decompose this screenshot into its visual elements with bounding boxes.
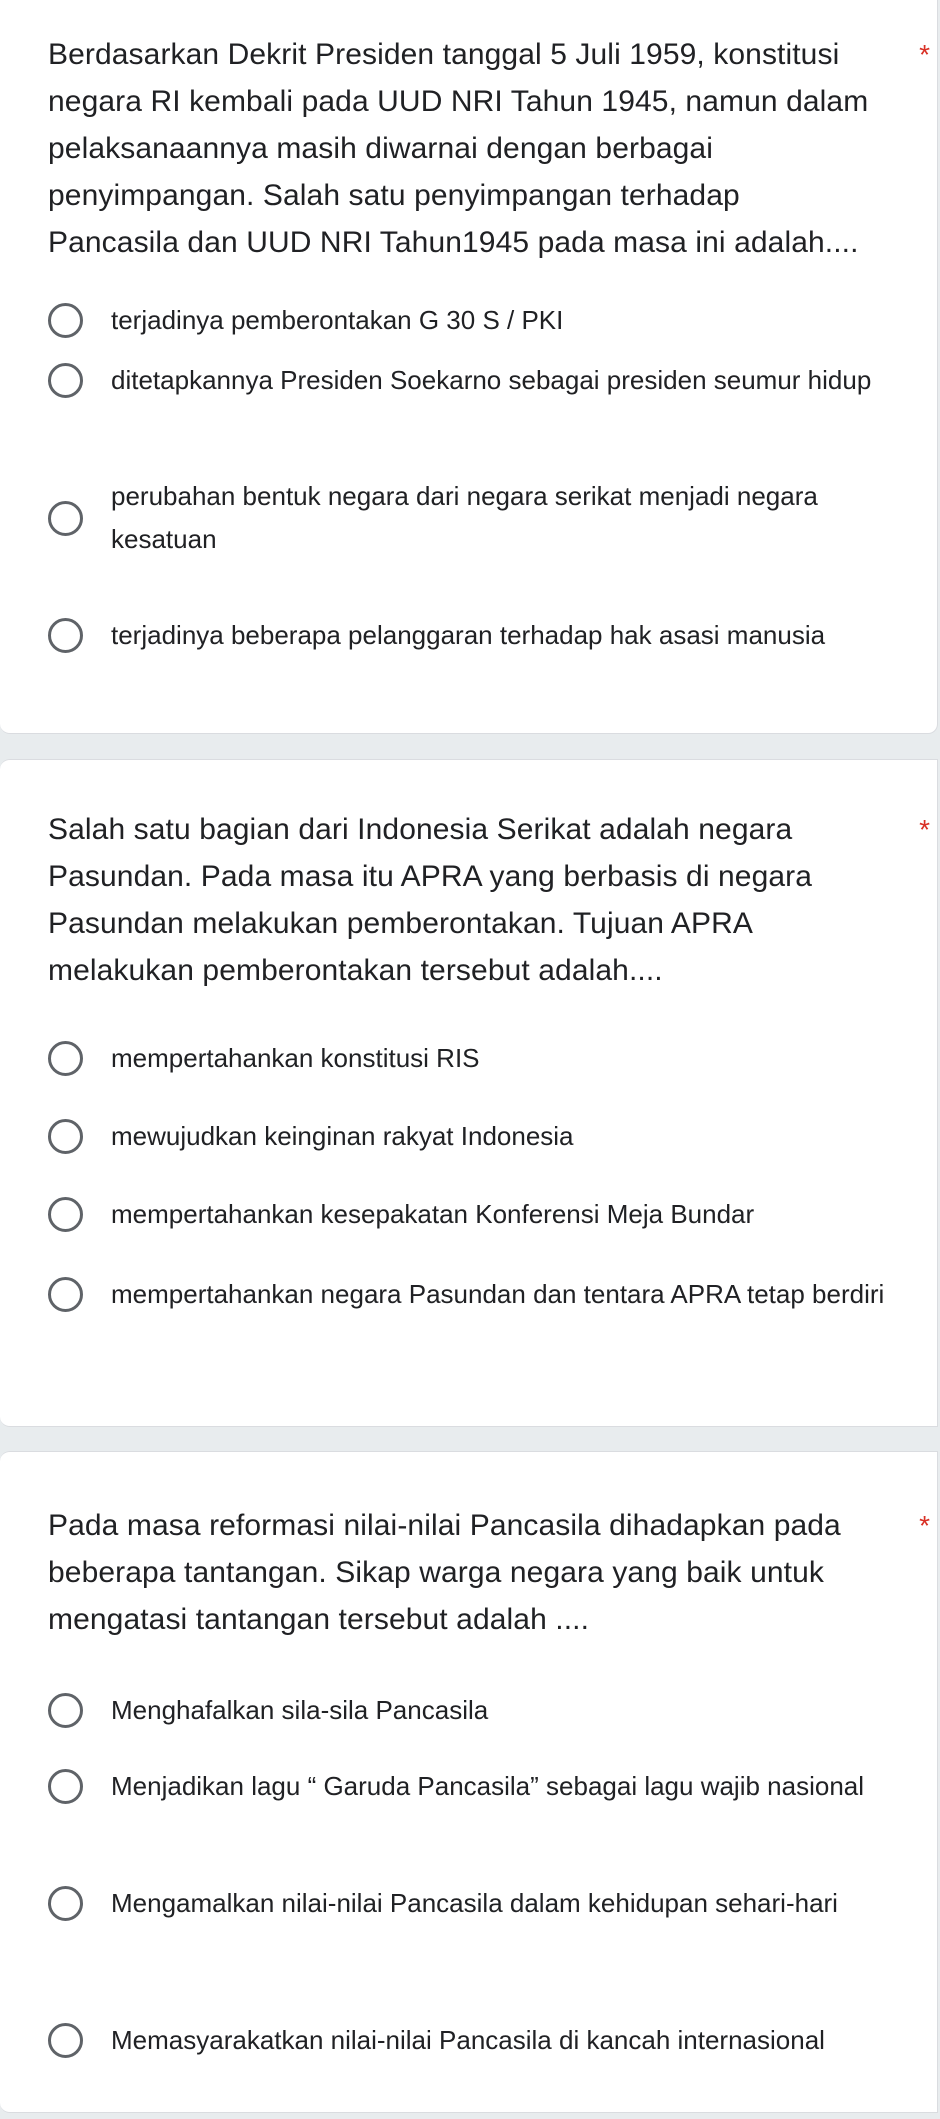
option-label: mewujudkan keinginan rakyat Indonesia xyxy=(111,1121,574,1151)
option-radio[interactable] xyxy=(48,1115,908,1158)
option-label: Menghafalkan sila-sila Pancasila xyxy=(111,1695,489,1725)
radio-button-icon[interactable] xyxy=(48,1119,83,1154)
option-radio[interactable] xyxy=(48,1882,908,1925)
radio-button-icon[interactable] xyxy=(48,1769,83,1804)
option-radio[interactable] xyxy=(48,1689,908,1732)
option-radio[interactable] xyxy=(48,2019,908,2062)
option-label: terjadinya pemberontakan G 30 S / PKI xyxy=(111,305,564,335)
radio-button-icon[interactable] xyxy=(48,363,83,398)
question-card xyxy=(0,1451,938,2113)
required-asterisk: * xyxy=(919,814,930,845)
question-text: Salah satu bagian dari Indonesia Serikat adalah negara Pasundan. Pada masa itu APRA yang berbasis di negara Pasundan melakukan pemberontakan. Tujuan APRA melakukan pemberontakan tersebut adalah.... xyxy=(48,813,813,987)
option-radio[interactable] xyxy=(48,1037,908,1080)
question-card xyxy=(0,0,938,734)
question-text: Berdasarkan Dekrit Presiden tanggal 5 Juli 1959, konstitusi negara RI kembali pada UUD NRI Tahun 1945, namun dalam pelaksanaannya masih diwarnai dengan berbagai penyimpangan. Salah satu penyimpangan terhadap Pancasila dan UUD NRI Tahun1945 pada masa ini adalah.... xyxy=(48,38,869,259)
radio-button-icon[interactable] xyxy=(48,303,83,338)
radio-button-icon[interactable] xyxy=(48,1041,83,1076)
option-label: Mengamalkan nilai-nilai Pancasila dalam kehidupan sehari-hari xyxy=(111,1888,838,1918)
option-label: Memasyarakatkan nilai-nilai Pancasila di kancah internasional xyxy=(111,2025,825,2055)
option-label: Menjadikan lagu “ Garuda Pancasila” sebagai lagu wajib nasional xyxy=(111,1771,865,1801)
radio-button-icon[interactable] xyxy=(48,618,83,653)
radio-button-icon[interactable] xyxy=(48,2023,83,2058)
option-label: mempertahankan konstitusi RIS xyxy=(111,1043,480,1073)
option-label: ditetapkannya Presiden Soekarno sebagai presiden seumur hidup xyxy=(111,365,872,395)
option-label: terjadinya beberapa pelanggaran terhadap hak asasi manusia xyxy=(111,620,826,650)
required-asterisk: * xyxy=(919,1510,930,1541)
radio-button-icon[interactable] xyxy=(48,1693,83,1728)
option-radio[interactable] xyxy=(48,614,908,657)
option-radio[interactable] xyxy=(48,1765,908,1808)
option-radio[interactable] xyxy=(48,359,908,402)
option-label: mempertahankan negara Pasundan dan tentara APRA tetap berdiri xyxy=(111,1279,885,1309)
option-label: perubahan bentuk negara dari negara serikat menjadi negara kesatuan xyxy=(111,481,818,554)
radio-button-icon[interactable] xyxy=(48,501,83,536)
option-radio[interactable] xyxy=(48,475,908,561)
radio-button-icon[interactable] xyxy=(48,1197,83,1232)
option-radio[interactable] xyxy=(48,1193,908,1236)
radio-button-icon[interactable] xyxy=(48,1886,83,1921)
question-card xyxy=(0,759,938,1427)
question-text: Pada masa reformasi nilai-nilai Pancasila dihadapkan pada beberapa tantangan. Sikap warga negara yang baik untuk mengatasi tantangan tersebut adalah .... xyxy=(48,1509,841,1636)
radio-button-icon[interactable] xyxy=(48,1277,83,1312)
option-radio[interactable] xyxy=(48,299,908,342)
option-radio[interactable] xyxy=(48,1273,908,1316)
required-asterisk: * xyxy=(919,39,930,70)
option-label: mempertahankan kesepakatan Konferensi Meja Bundar xyxy=(111,1199,755,1229)
